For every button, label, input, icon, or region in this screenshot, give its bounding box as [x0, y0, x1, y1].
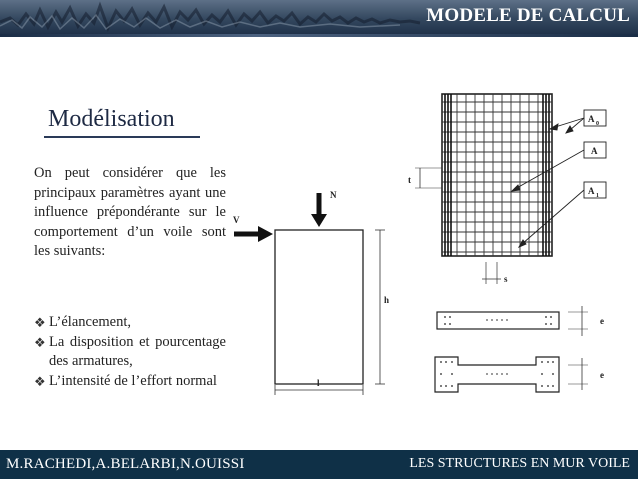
title-bar — [0, 0, 638, 34]
label-e-top: e — [600, 316, 604, 326]
label-a0: A — [588, 114, 595, 124]
label-e-bottom: e — [600, 370, 604, 380]
diamond-bullet-icon: ❖ — [34, 334, 46, 350]
label-v: V — [233, 215, 240, 225]
label-a1: A — [588, 186, 595, 196]
label-l: l — [317, 378, 320, 388]
label-a: A — [591, 146, 598, 156]
list-item-text: L’intensité de l’effort normal — [49, 372, 217, 389]
list-item — [34, 333, 226, 372]
reinforcement-grid — [408, 94, 606, 284]
section-heading: Modélisation — [48, 106, 175, 132]
intro-paragraph: On peut considérer que les principaux paramètres ayant une influence prépondérante sur le comportement d’un voile sont les suivants: — [34, 165, 226, 260]
label-a1-subscript: 1 — [596, 193, 599, 199]
wall-elevation — [233, 190, 389, 395]
wall-model-drawing — [232, 86, 632, 398]
label-a0-subscript: 0 — [596, 121, 599, 127]
slide-title: MODELE DE CALCUL — [426, 5, 630, 26]
footer-authors: M.RACHEDI,A.BELARBI,N.OUISSI — [6, 456, 245, 472]
rectangular-section — [437, 306, 604, 336]
diamond-bullet-icon: ❖ — [34, 373, 46, 389]
label-n: N — [330, 190, 337, 200]
label-h: h — [384, 295, 390, 305]
flanged-section — [435, 357, 604, 392]
heading-underline — [44, 136, 200, 138]
label-t: t — [408, 175, 411, 185]
list-item-text: La disposition et pourcentage des armatures, — [49, 333, 226, 370]
parameter-list — [34, 313, 226, 391]
list-item-text: L’élancement, — [49, 314, 131, 330]
header-divider — [0, 34, 638, 37]
list-item — [34, 372, 226, 392]
label-s: s — [504, 274, 508, 284]
list-item — [34, 313, 226, 333]
footer-course-title: LES STRUCTURES EN MUR VOILE — [409, 456, 630, 471]
diamond-bullet-icon: ❖ — [34, 315, 46, 330]
